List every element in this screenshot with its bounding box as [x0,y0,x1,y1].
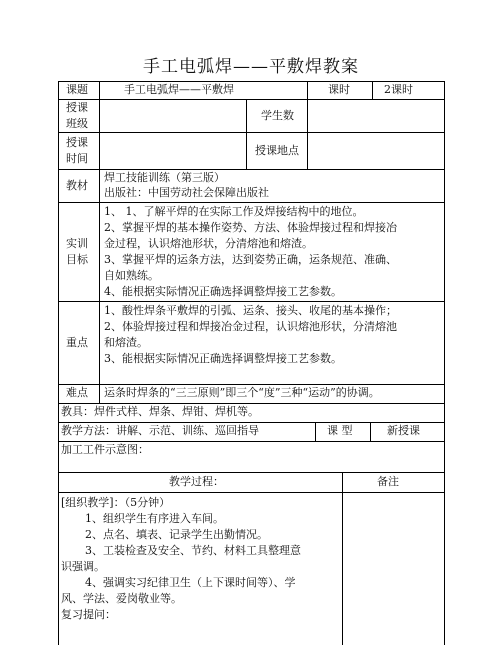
objective-line: 3、掌握平焊的运条方法，达到姿势正确，运条规范、准确、 [104,253,397,266]
document-title: 手工电弧焊——平敷焊教案 [143,57,359,77]
table-rule [372,81,373,99]
hours-value: 2课时 [384,83,413,96]
lesson-plan-table [58,81,445,645]
objectives-label: 目标 [66,253,88,266]
process-line: [组织教学]：（5分钟） [61,496,171,509]
table-rule [58,81,59,645]
location-label: 授课地点 [255,144,299,157]
table-rule [58,472,445,473]
class-type-value: 新授课 [387,424,420,437]
hours-label: 课时 [328,83,350,96]
key-point-line: 3、能根据实际情况正确选择调整焊接工艺参数。 [104,352,342,365]
difficulty-text: 运条时焊条的“三三原则”即三个“度”三种“运动”的协调。 [104,386,380,399]
topic-label: 课题 [66,83,88,96]
table-rule [58,202,445,203]
key-point-line: 和熔渣。 [104,336,148,349]
table-rule [444,81,445,645]
table-rule [99,81,100,403]
table-rule [58,132,445,133]
process-line: 3、工装检查及安全、节约、材料工具整理意 [85,544,301,557]
process-line: 2、点名、填表、记录学生出勤情况。 [85,528,268,541]
table-rule [307,99,308,169]
teaching-tools: 教具：焊件式样、焊条、焊钳、焊机等。 [61,405,259,418]
class-type-label: 课 型 [327,424,353,437]
table-rule [315,422,316,441]
textbook-name: 焊工技能训练（第三版） [104,171,225,184]
time-label: 授课 [66,136,88,149]
table-rule [370,422,371,441]
key-points-label: 重点 [66,336,88,349]
table-rule [342,472,343,645]
time-label: 时间 [66,152,88,165]
topic-value: 手工电弧焊——平敷焊 [124,83,234,96]
process-line: 复习提问： [61,608,116,621]
textbook-publisher: 出版社：中国劳动社会保障出版社 [104,186,269,199]
students-label: 学生数 [261,109,294,122]
objective-line: 金过程，认识熔池形状，分清熔池和熔渣。 [104,237,313,250]
table-rule [246,99,247,169]
process-line: 4、强调实习纪律卫生（上下课时间等）、学 [85,576,296,589]
process-header: 教学过程： [169,475,224,488]
class-label: 班级 [66,117,88,130]
notes-header: 备注 [377,475,399,488]
objectives-label: 实训 [66,237,88,250]
key-point-line: 1、酸性焊条平敷焊的引弧、运条、接头、收尾的基本操作； [104,304,397,317]
key-point-line: 2、体验焊接过程和焊接冶金过程，认识熔池形状，分清熔池 [104,320,397,333]
objective-line: 1、 1、了解平焊的在实际工作及焊接结构中的地位。 [104,205,364,218]
difficulty-label: 难点 [66,386,88,399]
table-rule [58,301,445,302]
table-rule [307,81,308,99]
textbook-label: 教材 [66,179,88,192]
teaching-method: 教学方法：讲解、示范、训练、巡回指导 [61,424,259,437]
table-rule [58,99,445,100]
workpiece-diagram-label: 加工工件示意图： [61,443,149,456]
objective-line: 4、能根据实际情况正确选择调整焊接工艺参数。 [104,285,342,298]
process-line: 识强调。 [61,560,105,573]
table-rule [58,492,445,493]
objective-line: 自如熟练。 [104,269,159,282]
objective-line: 2、掌握平焊的基本操作姿势、方法、体验焊接过程和焊接冶 [104,221,397,234]
class-label: 授课 [66,101,88,114]
process-line: 风、学法、爱岗敬业等。 [61,592,182,605]
process-line: 1、组织学生有序进入车间。 [85,512,224,525]
